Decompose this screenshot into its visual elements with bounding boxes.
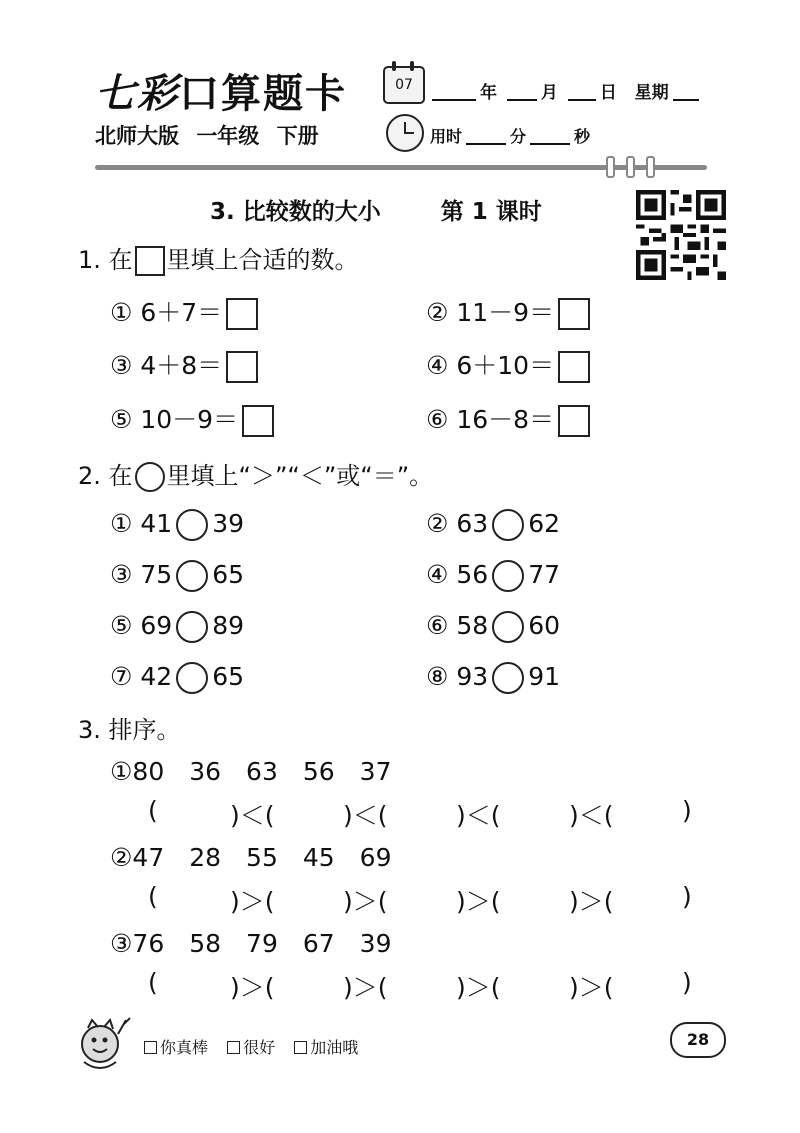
q2-item-6: ⑥ 58 60 <box>426 609 560 643</box>
lesson-title <box>210 193 542 226</box>
answer-circle[interactable] <box>176 662 208 694</box>
brand-part1: 七彩 <box>95 70 179 117</box>
q2-item-5: ⑤ 69 89 <box>110 609 244 643</box>
answer-circle[interactable] <box>492 509 524 541</box>
checkbox[interactable] <box>227 1041 240 1054</box>
answer-circle[interactable] <box>176 509 208 541</box>
feedback-opt3: 加油哦 <box>310 1038 359 1057</box>
month-label: 月 <box>540 83 558 103</box>
calendar-icon <box>383 66 425 104</box>
second-blank[interactable] <box>530 127 570 145</box>
q2-text-a: 在 <box>108 462 133 490</box>
q1-item-1: ① 6＋7＝ <box>110 296 258 330</box>
q2-number: 2. <box>78 462 101 490</box>
answer-circle[interactable] <box>492 560 524 592</box>
qr-code-icon[interactable] <box>636 190 726 280</box>
q1-number: 1. <box>78 246 101 274</box>
year-blank[interactable] <box>432 82 476 101</box>
header-divider <box>95 165 707 170</box>
q3-group-1-answers[interactable]: ( )＜( )＜( )＜( )＜( ) <box>148 796 692 830</box>
q2-item-7: ⑦ 42 65 <box>110 660 244 694</box>
feedback-opt2: 很好 <box>243 1038 276 1057</box>
answer-box[interactable] <box>226 351 258 383</box>
q1-item-6: ⑥ 16－8＝ <box>426 403 590 437</box>
brand-title <box>95 62 347 119</box>
feedback-options <box>144 1035 358 1058</box>
q1-demo-box <box>135 246 165 276</box>
weekday-blank[interactable] <box>673 82 699 101</box>
mascot-icon <box>70 1010 140 1080</box>
calendar-number: 07 <box>395 77 413 93</box>
q1-item-5: ⑤ 10－9＝ <box>110 403 274 437</box>
q2-heading <box>78 456 433 492</box>
q1-item-3: ③ 4＋8＝ <box>110 349 258 383</box>
q3-group-3-numbers: ③76 58 79 67 39 <box>110 929 392 958</box>
lesson-period: 第 1 课时 <box>440 199 542 225</box>
q2-item-3: ③ 75 65 <box>110 558 244 592</box>
feedback-opt1: 你真棒 <box>160 1038 209 1057</box>
lesson-name: 3. 比较数的大小 <box>210 199 381 225</box>
answer-box[interactable] <box>242 405 274 437</box>
day-label: 日 <box>599 83 617 103</box>
volume: 下册 <box>276 124 319 148</box>
second-label: 秒 <box>574 127 591 146</box>
q3-group-2-numbers: ②47 28 55 45 69 <box>110 843 392 872</box>
answer-box[interactable] <box>226 298 258 330</box>
minute-label: 分 <box>510 127 527 146</box>
date-line <box>428 78 703 103</box>
q3-group-3-answers[interactable]: ( )＞( )＞( )＞( )＞( ) <box>148 968 692 1002</box>
time-line <box>430 124 590 147</box>
answer-circle[interactable] <box>176 560 208 592</box>
checkbox[interactable] <box>294 1041 307 1054</box>
q1-text-b: 里填上合适的数。 <box>166 246 359 274</box>
q2-item-1: ① 41 39 <box>110 507 244 541</box>
answer-circle[interactable] <box>492 662 524 694</box>
brand-part2: 口算题卡 <box>179 71 347 117</box>
q2-text-b: 里填上“＞”“＜”或“＝”。 <box>166 462 434 490</box>
edition: 北师大版 <box>95 124 179 148</box>
year-label: 年 <box>480 83 497 103</box>
weekday-label: 星期 <box>634 83 669 103</box>
q2-item-8: ⑧ 93 91 <box>426 660 560 694</box>
q3-text: 排序。 <box>108 716 181 744</box>
q3-group-2-answers[interactable]: ( )＞( )＞( )＞( )＞( ) <box>148 882 692 916</box>
edition-line <box>95 120 319 150</box>
q2-item-4: ④ 56 77 <box>426 558 560 592</box>
month-blank[interactable] <box>507 82 537 101</box>
q2-item-2: ② 63 62 <box>426 507 560 541</box>
answer-box[interactable] <box>558 405 590 437</box>
q1-item-4: ④ 6＋10＝ <box>426 349 590 383</box>
answer-box[interactable] <box>558 351 590 383</box>
q1-item-2: ② 11－9＝ <box>426 296 590 330</box>
answer-box[interactable] <box>558 298 590 330</box>
page-number: 28 <box>670 1022 726 1058</box>
q2-demo-circle <box>135 462 165 492</box>
grade: 一年级 <box>196 124 260 148</box>
q1-heading <box>78 240 359 276</box>
answer-circle[interactable] <box>176 611 208 643</box>
clock-icon <box>386 114 424 152</box>
q3-heading <box>78 710 181 745</box>
q3-number: 3. <box>78 716 101 744</box>
checkbox[interactable] <box>144 1041 157 1054</box>
time-label: 用时 <box>430 127 463 146</box>
q3-group-1-numbers: ①80 36 63 56 37 <box>110 757 392 786</box>
day-blank[interactable] <box>568 82 596 101</box>
minute-blank[interactable] <box>466 127 506 145</box>
q1-text-a: 在 <box>108 246 133 274</box>
answer-circle[interactable] <box>492 611 524 643</box>
